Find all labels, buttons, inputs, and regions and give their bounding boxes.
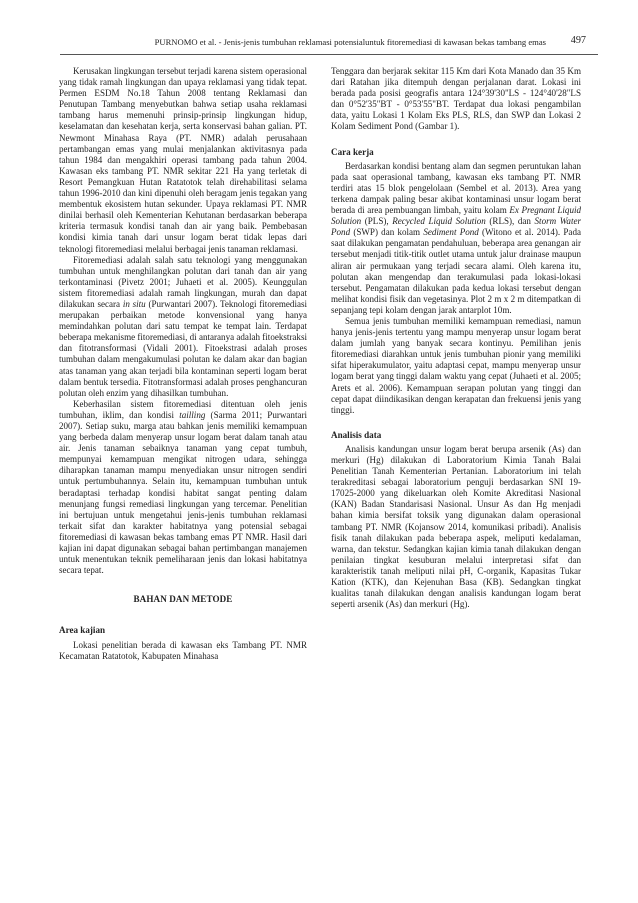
heading-cara-kerja: Cara kerja [331, 146, 374, 157]
running-header [60, 36, 598, 55]
paragraph-keberhasilan: Keberhasilan sistem fitoremediasi ditentuan oleh jenis tumbuhan, iklim, dan kondisi tailling (Sarma 2011; Purwantari 2007). Setiap suku, marga atau bahkan jenis memiliki kemampuan yang berbeda dalam menyerap unsur logam berat dalam tanah atau air. Jenis tanaman sebaiknya tanaman yang cepat tumbuh, mempunyai kemampuan mengikat nitrogen udara, sehingga diharapkan tanaman mampu menyediakan unsur nitrogen sendiri untuk pertumbuhannya. Selain itu, kemampuan tumbuhan untuk beradaptasi terhadap kondisi habitat sangat penting dalam menunjang fungsi remediasi lingkungan yang tercemar. Penelitian ini bertujuan untuk mengetahui jenis-jenis tumbuhan reklamasi terkait sifat dan karakter habitatnya yang potensial sebagai fitoremediasi di kawasan bekas tambang emas PT NMR. Hasil dari kajian ini dapat digunakan sebagai bahan pertimbangan manajemen untuk menentukan teknik pemeliharaan jenis dan lokasi habitatnya secara tepat. [59, 398, 307, 576]
section-title-bahan-metode: BAHAN DAN METODE [133, 594, 233, 605]
paragraph-cara-kerja-2: Semua jenis tumbuhan memiliki kemampuan remediasi, namun hanya jenis-jenis tertentu yang mampu menyerap unsur logam berat dalam jumlah yang banyak secara kontinyu. Pemilihan jenis fitoremediasi diarahkan untuk jenis tumbuhan pionir yang memiliki sifat hiperakumulator, yaitu adaptasi cepat, mampu menyerap unsur logam berat yang tinggi dalam waktu yang cepat (Juhaeti et al. 2005; Arets et al. 2006). Kemampuan serapan polutan yang tinggi dan cepat dapat diindikasikan dengan kerapatan dan frekuensi jenis yang tinggi. [331, 315, 581, 415]
heading-area-kajian: Area kajian [59, 625, 106, 636]
heading-analisis-data: Analisis data [331, 429, 382, 440]
paragraph-fitoremediasi: Fitoremediasi adalah salah satu teknologi yang menggunakan tumbuhan untuk menghilangkan polutan dari tanah dan air yang terkontaminasi (Pivetz 2001; Juhaeti et al. 2005). Keunggulan sistem fitoremediasi adalah ramah lingkungan, murah dan dapat dilakukan secara in situ (Purwantari 2007). Teknologi fitoremediasi merupakan perbaikan metode konvensional yang hanya memindahkan polutan dari satu tempat ke tempat lain. Terdapat beberapa mekanisme fitoremediasi, di antaranya adalah fitoekstraksi dan fitotransformasi (Vidali 2001). Fitoekstrasi adalah proses tumbuhan dalam mengakumulasi polutan ke dalam akar dan bagian atas tanaman yang akan terjadi bila kontaminan seperti logam berat dalam bentuk tersedia. Fitotransformasi adalah proses penghancuran polutan oleh enzim yang dihasilkan tumbuhan. [59, 254, 308, 398]
paragraph-kerusakan: Kerusakan lingkungan tersebut terjadi karena sistem operasional yang tidak ramah lingkungan dan upaya reklamasi yang tidak tepat. Permen ESDM No.18 Tahun 2008 tentang Reklamasi dan Penutupan Tambang menyebutkan bahwa setiap usaha reklamasi tambang harus memenuhi prinsip-prinsip lingkungan hidup, keselamatan dan kesehatan kerja, serta konservasi bahan galian. PT. Newmont Minahasa Raya (PT. NMR) adalah perusahaan pertambangan emas yang mulai menjalankan aktivitasnya pada tahun 1984 dan mengakhiri operasi tambang pada tahun 2004. Kawasan eks tambang PT. NMR sekitar 221 Ha yang terletak di Resort Pemangkuan Hutan Ratatotok telah direhabilitasi selama tahun 1996-2010 dan kini dipenuhi oleh beragam jenis tegakan yang membentuk ekosistem hutan sekunder. Upaya reklamasi PT. NMR dinilai berhasil oleh Kementerian Kehutanan berdasarkan beberapa kriteria termasuk kondisi tanah dan air yang baik. Pembebasan kondisi kimia tanah dari unsur logam berat tidak lepas dari teknologi fitoremediasi melalui berbagai jenis tanaman reklamasi. [59, 66, 307, 254]
paragraph-area-kajian: Lokasi penelitian berada di kawasan eks Tambang PT. NMR Kecamatan Ratatotok, Kabupaten Minahasa [59, 639, 307, 661]
page-number: 497 [570, 35, 586, 46]
paragraph-area-continued: Tenggara dan berjarak sekitar 115 Km dari Kota Manado dan 35 Km dari Ratahan jika ditempuh dengan perjalanan darat. Lokasi ini berada pada posisi geografis antara 124°39'30"LS - 124°40'28"LS dan 0°52'35"BT - 0°53'55"BT. Terdapat dua lokasi pengambilan data, yaitu Lokasi 1 Kolam Eks PLS, RLS, dan SWP dan Lokasi 2 Kolam Sediment Pond (Gambar 1). [331, 66, 581, 132]
right-column [331, 66, 581, 610]
paragraph-cara-kerja-1: Berdasarkan kondisi bentang alam dan segmen peruntukan lahan pada saat operasional tambang, kawasan eks tambang PT. NMR terdiri atas 15 blok pengelolaan (Sembel et al. 2013). Area yang terkena dampak paling besar akibat kontaminasi unsur logam berat berada di area pembuangan limbah, yaitu kolam Ex Pregnant Liquid Solution (PLS), Recycled Liquid Solution (RLS), dan Storm Water Pond (SWP) dan kolam Sediment Pond (Witono et al. 2014). Pada saat dilakukan pengamatan pendahuluan, beberapa area genangan air tersebut menjadi titik-titik outlet utama untuk jalur drainase maupun aliran air permukaan yang terjadi secara alami. Oleh karena itu, polutan akan mengendap dan terakumulasi pada lokasi-lokasi tersebut. Pengamatan dilakukan pada kedua lokasi tersebut dengan melihat kondisi fisik dan vegetasinya. Plot 2 m x 2 m ditempatkan di sepanjang tepi kolam dengan jarak antarplot 10m. [331, 160, 582, 315]
paragraph-analisis-data: Analisis kandungan unsur logam berat berupa arsenik (As) dan merkuri (Hg) dilakukan di Laboratorium Kimia Tanah Balai Penelitian Tanah Kementerian Pertanian. Laboratorium ini telah terakreditasi sebagai laboratorium penguji berdasarkan SNI 19-17025-2000 yang dikeluarkan oleh Komite Akreditasi Nasional (KAN) Badan Standarisasi Nasional. Unsur As dan Hg menjadi bahan kimia bersifat toksik yang digunakan dalam operasional tambang PT. NMR (Kojansow 2014, komunikasi pribadi). Analisis fisik tanah dilakukan pada beberapa aspek, meliputi kedalaman, warna, dan tekstur. Sedangkan kajian kimia tanah dilakukan dengan penilaian tingkat kesuburan melalui interpretasi sifat dan karakteristik tanah meliputi nilai pH, C-organik, Kapasitas Tukar Kation (KTK), dan Kejenuhan Basa (KB). Sedangkan tingkat kualitas tanah dilakukan dengan analisis kandungan logam berat seperti arsenik (As) dan merkuri (Hg). [331, 443, 581, 610]
left-column [59, 66, 307, 662]
running-head: PURNOMO et al. - Jenis-jenis tumbuhan reklamasi potensialuntuk fitoremediasi di kawasan bekas tambang emas [154, 37, 546, 47]
